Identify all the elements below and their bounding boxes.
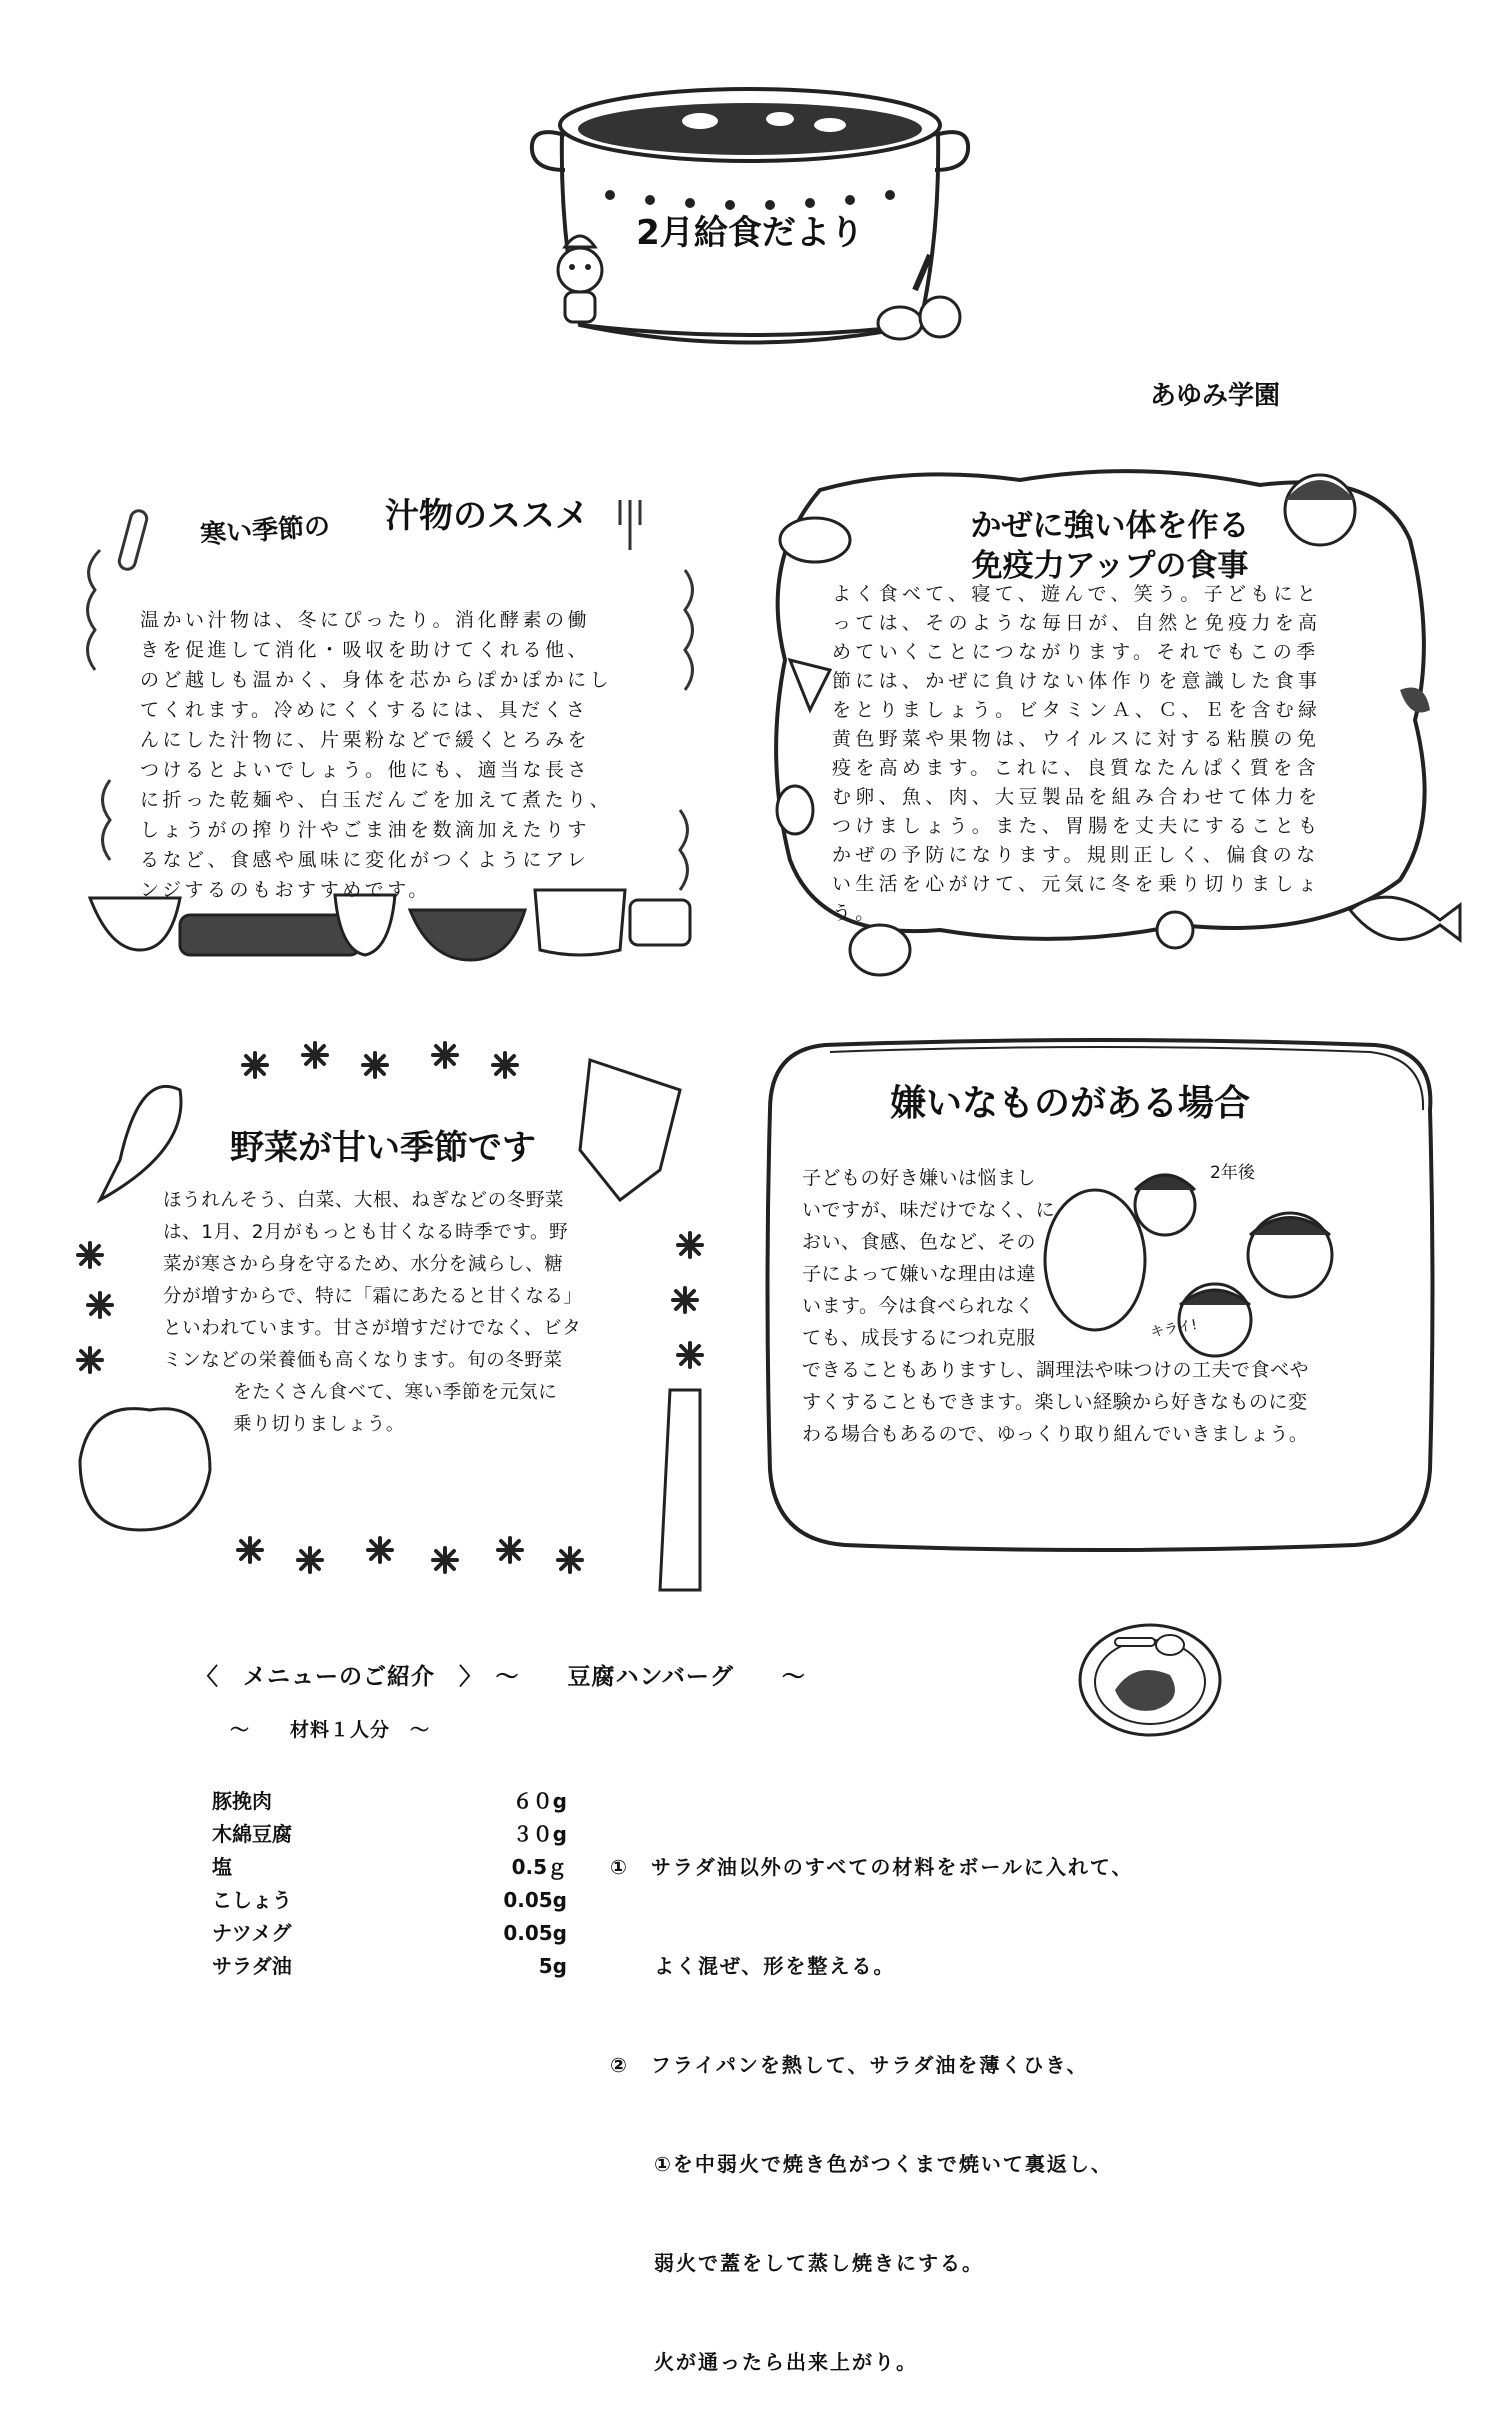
immunity-line: っては、そのような毎日が、自然と免疫力を高	[832, 612, 1322, 634]
immunity-line: 節には、かぜに負けない体作りを意識した食事	[832, 670, 1322, 692]
dislikes-line: おい、食感、色など、その	[802, 1231, 1037, 1253]
ingredient-row	[212, 1851, 567, 1884]
soup-kicker: 寒い季節の	[199, 511, 332, 551]
vegetables-line: といわれています。甘さが増すだけでなく、ビタ	[163, 1318, 582, 1339]
ingredient-name: 塩	[212, 1855, 232, 1879]
ingredient-name: ナツメグ	[212, 1921, 292, 1945]
ingredient-row	[212, 1950, 567, 1983]
ingredient-amount: 0.05g	[503, 1921, 567, 1945]
ingredient-name: 木綿豆腐	[212, 1822, 292, 1846]
ingredient-row	[212, 1884, 567, 1917]
recipe-step-line: よく混ぜ、形を整える。	[610, 1954, 896, 1978]
soup-line: てくれます。冷めにくくするには、具だくさ	[140, 699, 589, 721]
immunity-line: 黄色野菜や果物は、ウイルスに対する粘膜の免	[832, 728, 1321, 750]
immunity-line: めていくことにつながります。それでもこの季	[832, 641, 1320, 663]
dislikes-illust-label-1: 2年後	[1210, 1163, 1255, 1183]
recipe-subheading: ～ 材料１人分 ～	[230, 1719, 431, 1741]
recipe-step-line: ① サラダ油以外のすべての材料をボールに入れて、	[610, 1855, 1134, 1879]
immunity-line: をとりましょう。ビタミンＡ、Ｃ、Ｅを含む緑	[832, 699, 1322, 721]
recipe-steps	[610, 1785, 1370, 2412]
dislikes-line: いですが、味だけでなく、に	[802, 1199, 1056, 1221]
dislikes-line: すくすることもできます。楽しい経験から好きなものに変	[802, 1391, 1308, 1413]
immunity-line: う。	[832, 902, 879, 924]
vegetables-line: ミンなどの栄養価も高くなります。旬の冬野菜	[163, 1350, 563, 1371]
hamburg-plate-illustration	[1075, 1610, 1225, 1740]
soup-body	[140, 605, 660, 905]
vegetables-line: 分が増すからで、特に「霜にあたると甘くなる」	[163, 1286, 583, 1307]
soup-line: に折った乾麺や、白玉だんごを加えて煮たり、	[140, 789, 613, 811]
dislikes-line: 子どもの好き嫌いは悩まし	[802, 1167, 1037, 1189]
vegetables-body	[163, 1185, 663, 1441]
vegetables-line: 菜が寒さから身を守るため、水分を減らし、糖	[163, 1254, 564, 1275]
dislikes-line: わる場合もあるので、ゆっくり取り組んでいきましょう。	[802, 1423, 1309, 1445]
ingredient-name: サラダ油	[212, 1954, 292, 1978]
dislikes-title: 嫌いなものがある場合	[890, 1083, 1251, 1124]
immunity-title-line1: かぜに強い体を作る	[970, 508, 1250, 544]
ingredient-amount: ３０g	[512, 1822, 567, 1846]
soup-line: きを促進して消化・吸収を助けてくれる他、	[140, 639, 591, 661]
dislikes-line: 子によって嫌いな理由は違	[802, 1263, 1037, 1285]
dislikes-line: できることもありますし、調理法や味つけの工夫で食べや	[802, 1359, 1310, 1381]
recipe-heading: 〈 メニューのご紹介 〉 ～ 豆腐ハンバーグ ～	[195, 1664, 806, 1690]
ingredient-name: こしょう	[212, 1888, 292, 1912]
ingredient-row	[212, 1785, 567, 1818]
immunity-line: つけましょう。また、胃腸を丈夫にすることも	[832, 815, 1322, 837]
soup-line: るなど、食感や風味に変化がつくようにアレ	[140, 849, 590, 871]
ingredient-row	[212, 1917, 567, 1950]
immunity-line: かぜの予防になります。規則正しく、偏食のな	[832, 844, 1320, 866]
page-title: 2月給食だより	[636, 213, 864, 253]
dislikes-body	[802, 1162, 1422, 1450]
vegetables-title: 野菜が甘い季節です	[230, 1128, 536, 1168]
immunity-body	[832, 580, 1392, 928]
dislikes-illust-label-2: キライ!	[1149, 1317, 1199, 1341]
immunity-line: よく食べて、寝て、遊んで、笑う。子どもにと	[832, 583, 1321, 605]
ingredient-list	[212, 1785, 567, 1983]
recipe-step-line: ② フライパンを熱して、サラダ油を薄くひき、	[610, 2053, 1089, 2077]
vegetables-line: は、1月、2月がもっとも甘くなる時季です。野	[163, 1222, 569, 1243]
soup-line: んにした汁物に、片栗粉などで緩くとろみを	[140, 729, 591, 751]
dislikes-line: ても、成長するにつれ克服	[802, 1327, 1036, 1349]
vegetables-line: ほうれんそう、白菜、大根、ねぎなどの冬野菜	[163, 1190, 565, 1211]
soup-line: つけるとよいでしょう。他にも、適当な長さ	[140, 759, 591, 781]
immunity-line: 疫を高めます。これに、良質なたんぱく質を含	[832, 757, 1320, 779]
immunity-title-line2: 免疫力アップの食事	[971, 548, 1249, 584]
dislikes-line: います。今は食べられなく	[802, 1295, 1035, 1317]
ingredient-amount: 0.05g	[503, 1888, 567, 1912]
immunity-line: い生活を心がけて、元気に冬を乗り切りましょ	[832, 873, 1321, 895]
recipe-step-line: 弱火で蓋をして蒸し焼きにする。	[610, 2251, 984, 2275]
ingredient-name: 豚挽肉	[212, 1789, 272, 1813]
soup-title: 汁物のススメ	[385, 496, 589, 536]
school-name: あゆみ学園	[1150, 381, 1281, 411]
ingredient-row	[212, 1818, 567, 1851]
recipe-step-line: 火が通ったら出来上がり。	[610, 2350, 918, 2374]
ingredient-amount: 5g	[538, 1954, 567, 1978]
recipe-step-line: ①を中弱火で焼き色がつくまで焼いて裏返し、	[610, 2152, 1113, 2176]
immunity-line: む卵、魚、肉、大豆製品を組み合わせて体力を	[832, 786, 1322, 808]
soup-line: 温かい汁物は、冬にぴったり。消化酵素の働	[140, 609, 591, 631]
soup-line: のど越しも温かく、身体を芯からぽかぽかにし	[140, 669, 613, 691]
ingredient-amount: 0.5ｇ	[511, 1855, 567, 1879]
soup-line: ンジするのもおすすめです。	[140, 879, 431, 901]
soup-line: しょうがの搾り汁やごま油を数滴加えたりす	[140, 819, 591, 841]
vegetables-line: をたくさん食べて、寒い季節を元気に	[233, 1382, 558, 1403]
ingredient-amount: ６０g	[512, 1789, 567, 1813]
vegetables-line: 乗り切りましょう。	[233, 1414, 405, 1435]
